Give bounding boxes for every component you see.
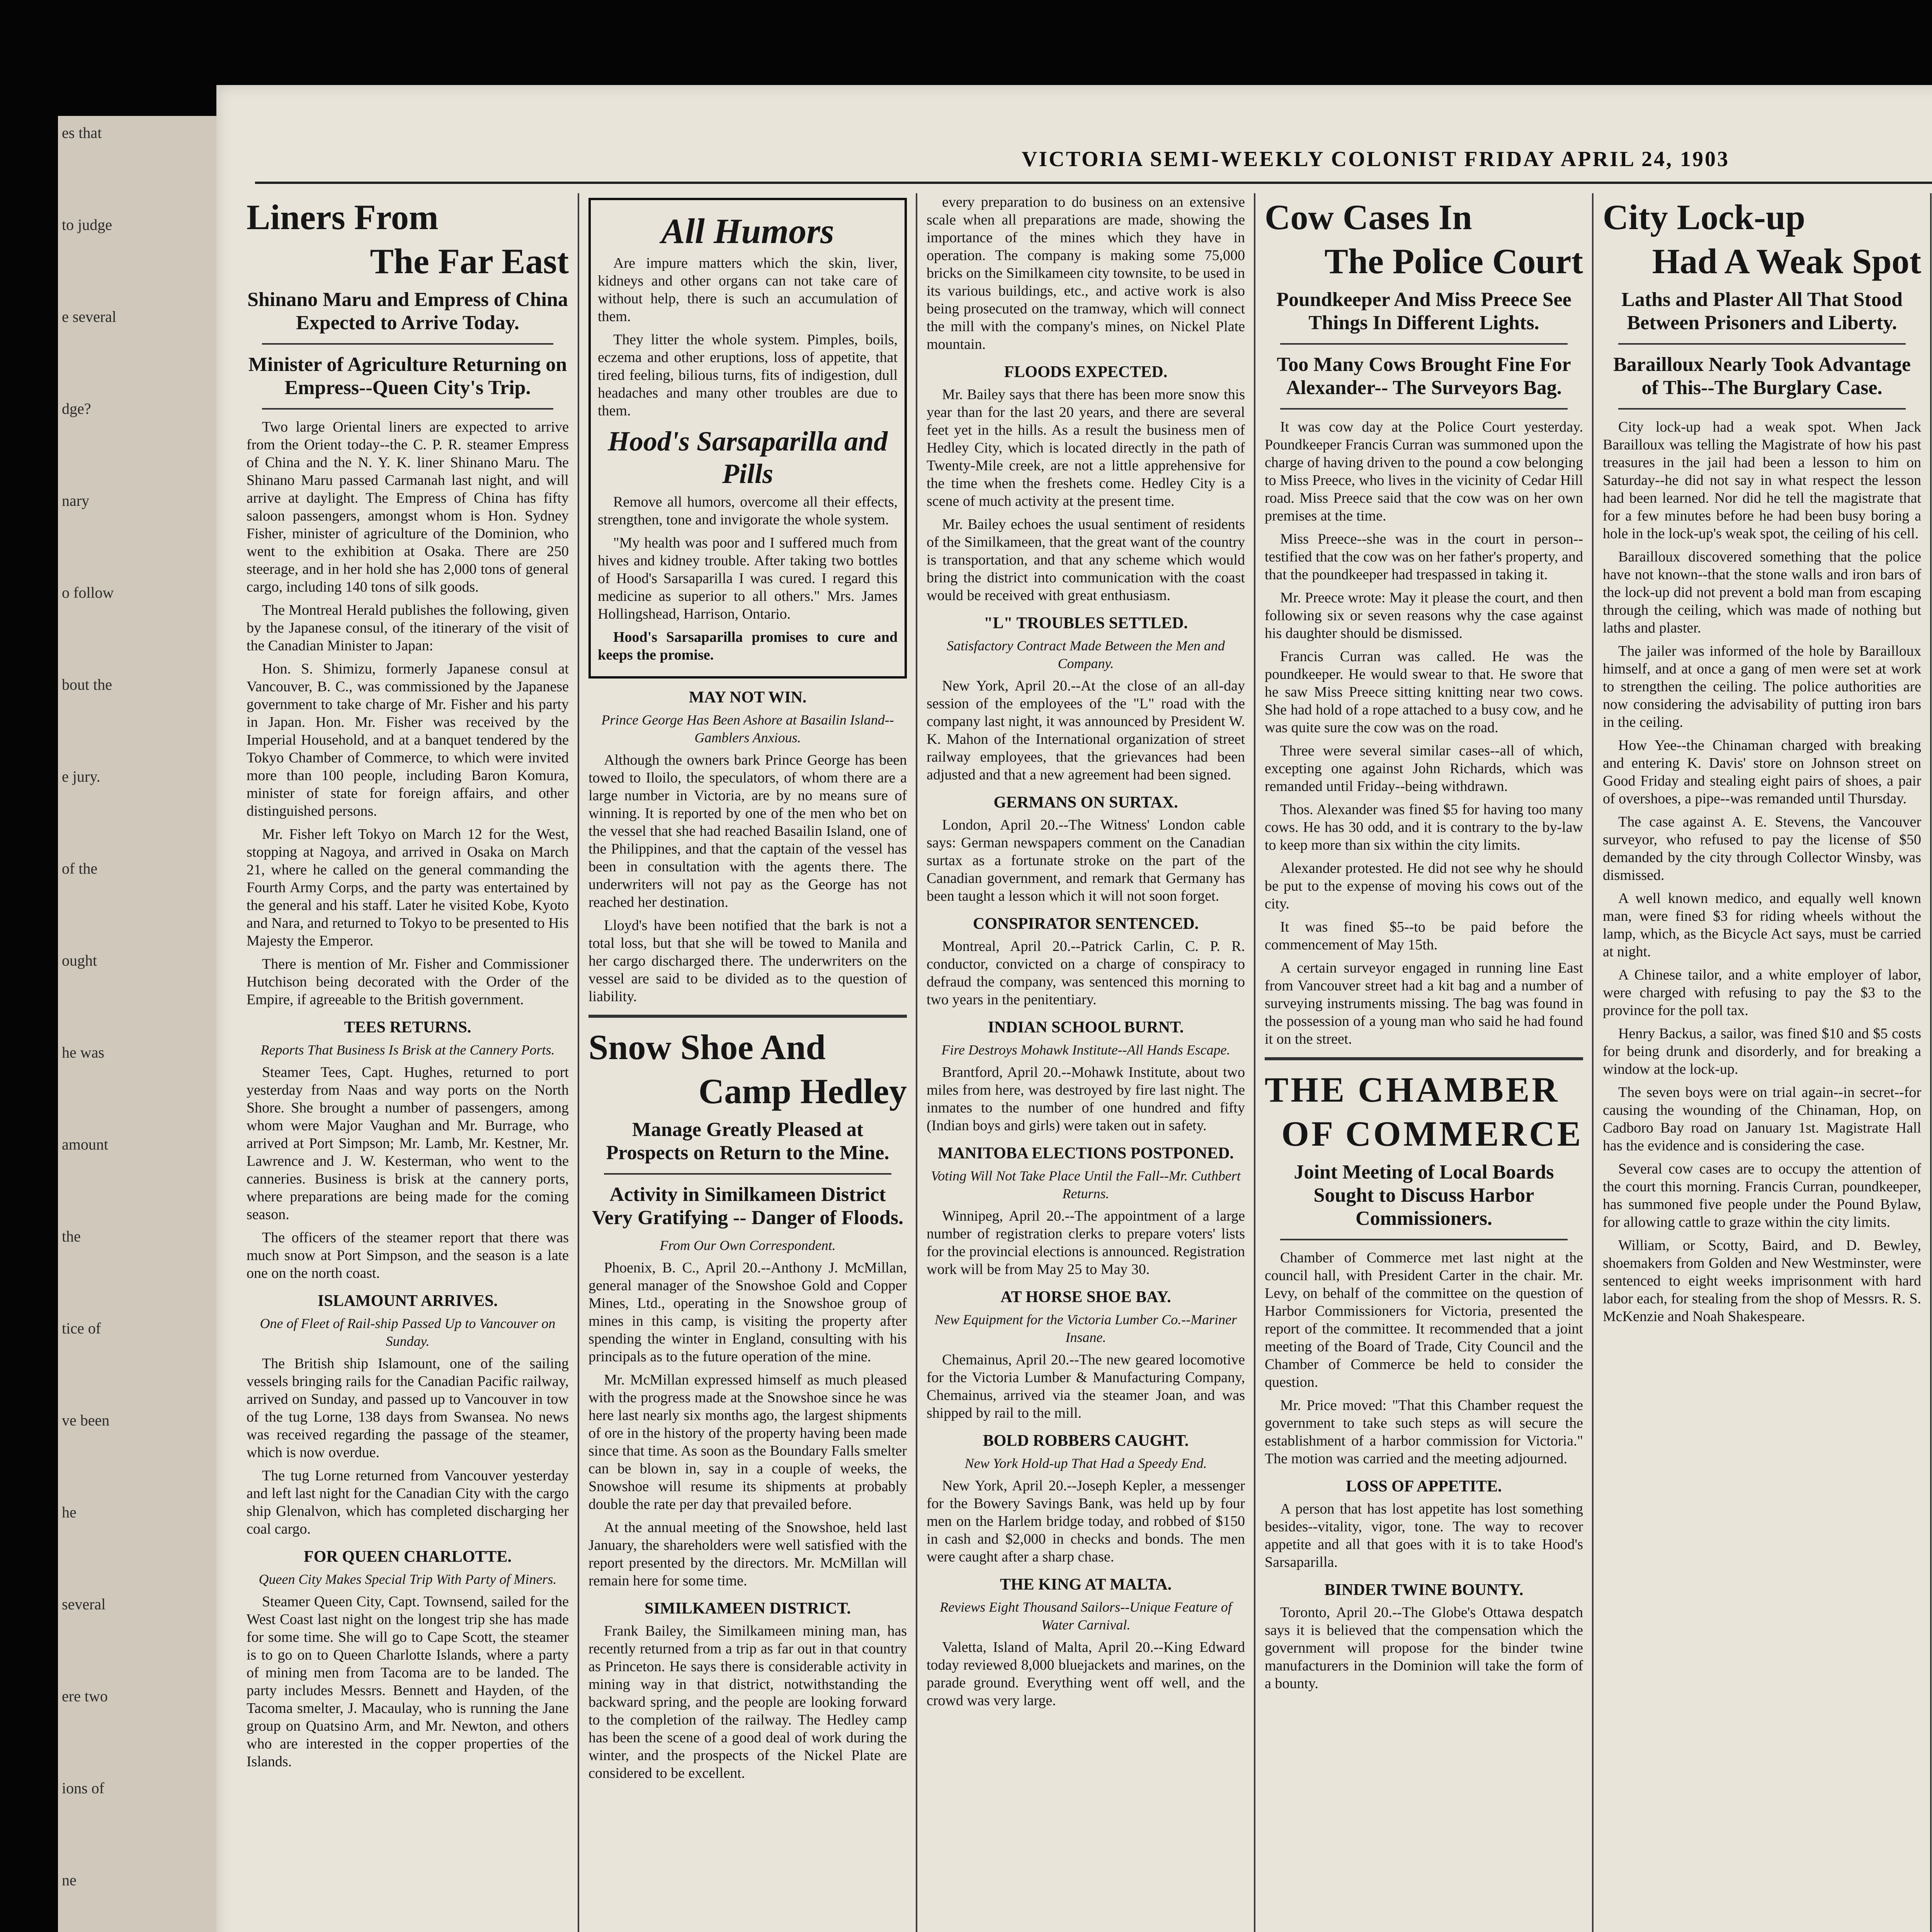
subhead-deck: Satisfactory Contract Made Between the Men and Company. [947,638,1225,671]
masthead-rule [255,182,1932,184]
subhead: AT HORSE SHOE BAY. [1000,1288,1171,1306]
subhead: FOR QUEEN CHARLOTTE. [304,1548,512,1566]
subhead: LOSS OF APPETITE. [1346,1478,1502,1495]
paragraph: The seven boys were on trial again--in secret--for causing the wounding of the Chinaman, Hop, on Cadboro Bay road on January 1st. Magistrate Hall has the evidence and is considering the case. [1603,1084,1921,1154]
paragraph: Three were several similar cases--all of which, excepting one against John Richards, which was remanded until Friday--being withdrawn. [1265,743,1583,794]
paragraph: A well known medico, and equally well known man, were fined $3 for riding wheels without the lamp, which, as the Bicycle Act says, must be carried at night. [1603,890,1921,960]
paragraph: Francis Curran was called. He was the poundkeeper. He would swear to that. He swore that he saw Miss Preece sitting knitting near two cows. She had hold of a rope attached to a busy cow, and he was quite sure the cow was on the road. [1265,648,1583,736]
headline: OF COMMERCE [1281,1114,1583,1153]
column-2 [582,193,914,1932]
adjacent-page-text: bout the [62,676,112,693]
headline: The Police Court [1324,242,1583,281]
paragraph: Steamer Tees, Capt. Hughes, returned to port yesterday from Naas and way ports on the North Shore. She brought a number of passengers, among whom were Major Vaughan and Mr. Burrage, who arrived at Port Simpson; Mr. Lamb, Mr. Kestner, Mr. Lawrence and J. W. Kesterman, who went to the canneries. Business is brisk at the cannery ports, where preparations are being made for the coming season. [247,1064,569,1223]
column-3 [920,193,1252,1932]
column-rule [916,193,917,1932]
paragraph: The British ship Islamount, one of the sailing vessels bringing rails for the Canadian Pacific railway, arrived on Sunday, and passed up to Vancouver in tow of the tug Lorne, 138 days from Swansea. No news was received regarding the passage of the steamer, which is now overdue. [247,1355,569,1461]
adjacent-page-text: e several [62,308,117,325]
paragraph: Mr. Fisher left Tokyo on March 12 for the West, stopping at Nagoya, and arrived in Osaka on March 21, where he called on the general commanding the Fourth Army Corps, and the party was entertained by the general and his staff. Later he visited Kobe, Kyoto and Nara, and returned to Tokyo to be presented to His Majesty the Emperor. [247,826,569,949]
subhead: INDIAN SCHOOL BURNT. [988,1019,1184,1036]
subhead: BOLD ROBBERS CAUGHT. [983,1432,1189,1450]
divider [588,1015,907,1018]
paragraph: New York, April 20.--At the close of an all-day session of the employees of the "L" road with the company last night, it was announced by President W. K. Mahon of the International organization of street railway employees, that the grievances had been adjusted and that a new agreement had been signed. [927,678,1245,783]
deck: Laths and Plaster All That Stood Between Prisoners and Liberty. [1621,289,1903,334]
headline: Camp Hedley [698,1071,907,1111]
ad-text: Remove all humors, overcome all their effects, strengthen, tone and invigorate the whole system. [598,494,898,528]
column-rule [1254,193,1255,1932]
subhead: SIMILKAMEEN DISTRICT. [645,1600,851,1617]
subhead-deck: Prince George Has Been Ashore at Basailin Island--Gamblers Anxious. [601,712,894,745]
deck: Poundkeeper And Miss Preece See Things In Different Lights. [1276,289,1571,334]
subhead-deck: Reports That Business Is Brisk at the Cannery Ports. [260,1042,555,1058]
headline: Cow Cases In [1265,197,1472,237]
divider [1618,343,1906,345]
subhead: MANITOBA ELECTIONS POSTPONED. [938,1145,1234,1162]
paragraph: Several cow cases are to occupy the attention of the court this morning. Francis Curran, poundkeeper, has summoned five people under the Pound Bylaw, for allowing cattle to graze within the city limits. [1603,1161,1921,1230]
paragraph: London, April 20.--The Witness' London cable says: German newspapers comment on the Canadian surtax as a fortunate stroke on the part of the Canadian government, and remark that Germany has been taught a lesson which it will not soon forget. [927,817,1245,904]
ad-text: They litter the whole system. Pimples, boils, eczema and other eruptions, loss of appetite, that tired feeling, bilious turns, fits of indigestion, dull headaches and many other troubles are due to them. [598,332,898,419]
paragraph: Although the owners bark Prince George has been towed to Iloilo, the speculators, of whom there are a large number in Victoria, are by no means sure of winning. It is reported by one of the men who bet on the vessel that she had reached Basailin Island, one of the Philippines, and that the captain of the vessel has been in consultation with the agents there. The underwriters will not pay as the George has not reached her destination. [588,752,907,910]
ad-text: "My health was poor and I suffered much from hives and kidney trouble. After taking two bottles of Hood's Sarsaparilla I was cured. I regard this medicine as superior to all others." Mrs. James Hollingshead, Harrison, Ontario. [598,535,898,622]
subhead-deck: Voting Will Not Take Place Until the Fall--Mr. Cuthbert Returns. [931,1168,1241,1201]
paragraph: A certain surveyor engaged in running line East from Vancouver street had a kit bag and a number of surveying instruments missing. The bag was found in the possession of a young man who said he had found it on the street. [1265,960,1583,1047]
ad-headline: Hood's Sarsaparilla and Pills [607,426,888,489]
adjacent-page-text: ne [62,1871,77,1889]
subhead-deck: Reviews Eight Thousand Sailors--Unique Feature of Water Carnival. [940,1599,1232,1633]
adjacent-page-text: the [62,1228,81,1245]
masthead: VICTORIA SEMI-WEEKLY COLONIST FRIDAY APRIL 24, 1903 [1021,147,1730,171]
divider [262,343,553,345]
divider [1280,1239,1568,1240]
paragraph: Mr. Preece wrote: May it please the court, and then following six or seven reasons why the case against his daughter should be dismissed. [1265,590,1583,641]
adjacent-page-text: several [62,1595,106,1613]
paragraph: A person that has lost appetite has lost something besides--vitality, vigor, tone. The way to recover appetite and all that goes with it is to take Hood's Sarsaparilla. [1265,1501,1583,1570]
headline: The Far East [370,242,569,281]
paragraph: Barailloux discovered something that the police have not known--that the stone walls and iron bars of the lock-up did not prevent a bold man from escaping through the ceiling, which was made of nothing but laths and plaster. [1603,549,1921,636]
deck: Minister of Agriculture Returning on Empress--Queen City's Trip. [248,354,567,399]
adjacent-page-text: ions of [62,1779,104,1797]
deck: Manage Greatly Pleased at Prospects on Return to the Mine. [606,1119,889,1164]
hoods-ad [588,198,907,679]
paragraph: Alexander protested. He did not see why he should be put to the expense of moving his cows out of the city. [1265,860,1583,912]
adjacent-page-text: ere two [62,1687,108,1705]
paragraph: every preparation to do business on an extensive scale when all preparations are made, showing the importance of the mines which they have in operation. The company is making some 75,000 bricks on the Similkameen city townsite, to be used in its various buildings, etc., and active work is also being prosecuted on the tramway, which will connect the mill with the company's mines, on Nickel Plate mountain. [927,194,1245,352]
paragraph: Hon. S. Shimizu, formerly Japanese consul at Vancouver, B. C., was commissioned by the Japanese government to take charge of Mr. Fisher and his party in Japan. Hon. Mr. Fisher was received by the Imperial Household, and at a banquet tendered by the Tokyo Chamber of Commerce, to which were invited more than 100 people, including Baron Komura, minister of state for foreign affairs, and other distinguished persons. [247,661,569,819]
adjacent-page-text: of the [62,860,98,877]
paragraph: Lloyd's have been notified that the bark is not a total loss, but that she will be towed to Manila and her cargo discharged there. The underwriters on the vessel are said to be divided as to the question of liability. [588,917,907,1005]
adjacent-page-text: ought [62,952,97,969]
deck: Shinano Maru and Empress of China Expected to Arrive Today. [247,289,568,334]
deck: Joint Meeting of Local Boards Sought to Discuss Harbor Commissioners. [1294,1161,1554,1230]
divider [1618,408,1906,410]
paragraph: Valetta, Island of Malta, April 20.--King Edward today reviewed 8,000 bluejackets and marines, on the parade ground. Everything went off well, and the crowd was very large. [927,1639,1245,1709]
subhead-deck: Queen City Makes Special Trip With Party of Miners. [259,1571,557,1587]
adjacent-page-text: he was [62,1044,104,1061]
subhead: CONSPIRATOR SENTENCED. [973,915,1199,933]
ad-text: Are impure matters which the skin, liver, kidneys and other organs can not take care of without help, there is such an accumulation of them. [598,255,898,325]
newspaper-page [216,85,1932,1932]
column-rule [578,193,579,1932]
subhead-deck: New York Hold-up That Had a Speedy End. [964,1456,1207,1471]
column-4 [1258,193,1590,1932]
subhead: BINDER TWINE BOUNTY. [1324,1581,1524,1599]
adjacent-page-text: e jury. [62,768,100,785]
paragraph: Chamber of Commerce met last night at the council hall, with President Carter in the chair. Mr. Levy, on behalf of the committee on the question of Harbor Commissioners for Victoria, presented the report of the committee. It recommended that a joint meeting of the Board of Trade, City Council and the Chamber of Commerce be held to consider the question. [1265,1250,1583,1390]
paragraph: It was cow day at the Police Court yesterday. Poundkeeper Francis Curran was summoned upon the charge of having driven to the pound a cow belonging to Miss Preece, who lives in the vicinity of Cedar Hill road. Miss Preece said that the cow was on her own premises at the time. [1265,419,1583,524]
paragraph: New York, April 20.--Joseph Kepler, a messenger for the Bowery Savings Bank, was held up by four men on the Harlem bridge today, and robbed of $150 in cash and $2,000 in checks and bonds. The men were caught after a sharp chase. [927,1478,1245,1565]
subhead: TEES RETURNS. [344,1019,471,1036]
subhead-deck: Fire Destroys Mohawk Institute--All Hands Escape. [941,1042,1230,1058]
paragraph: Miss Preece--she was in the court in person--testified that the cow was on her father's property, and that the poundkeeper had trespassed in taking it. [1265,531,1583,583]
subhead: GERMANS ON SURTAX. [993,794,1178,811]
adjacent-page-edge [58,116,224,1932]
paragraph: Mr. Price moved: "That this Chamber request the government to take such steps as will secure the establishment of a harbor commission for Victoria." The motion was carried and the meeting adjourned. [1265,1397,1583,1467]
headline: City Lock-up [1603,197,1805,237]
subhead: MAY NOT WIN. [689,689,807,706]
paragraph: Frank Bailey, the Similkameen mining man, has recently returned from a trip as far out in that country as Princeton. He says there is considerable activity in mining way in that district, notwithstanding the backward spring, and the people are looking forward to the completion of the railway. The Hedley camp has been the scene of a good deal of work during the winter, and the prospects of the Nickel Plate are considered to be excellent. [588,1623,907,1781]
paragraph: A Chinese tailor, and a white employer of labor, were charged with refusing to pay the $3 to the province for the poll tax. [1603,967,1921,1019]
subhead: ISLAMOUNT ARRIVES. [318,1292,498,1310]
divider [1280,343,1568,345]
adjacent-page-text: to judge [62,216,112,233]
adjacent-page-text: o follow [62,584,114,601]
paragraph: Henry Backus, a sailor, was fined $10 and $5 costs for being drunk and disorderly, and for breaking a window at the lock-up. [1603,1026,1921,1077]
paragraph: There is mention of Mr. Fisher and Commissioner Hutchison being decorated with the Order of the Empire, if agreeable to the British government. [247,956,569,1008]
paragraph: The officers of the steamer report that there was much snow at Port Simpson, and the season is a late one on the north coast. [247,1230,569,1281]
headline: Liners From [247,197,439,237]
paragraph: Mr. Bailey says that there has been more snow this year than for the last 20 years, and there are several feet yet in the hills. As a result the business men of Hedley City, which is located directly in the path of Twenty-Mile creek, are not a little apprehensive for the time when the freshets come. Hedley City is a scene of much activity at the present time. [927,386,1245,509]
paragraph: At the annual meeting of the Snowshoe, held last January, the shareholders were well satisfied with the report presented by the directors. Mr. McMillan will remain here for some time. [588,1519,907,1589]
deck: Activity in Similkameen District Very Gratifying -- Danger of Floods. [592,1184,903,1229]
subhead: THE KING AT MALTA. [1000,1576,1172,1594]
paragraph: Phoenix, B. C., April 20.--Anthony J. McMillan, general manager of the Snowshoe Gold and Copper Mines, Ltd., operating in the Snowshoe group of mines in this camp, is visiting the property after spending the winter in England, consulting with his principals as to the future operation of the mine. [588,1260,907,1365]
adjacent-page-text: amount [62,1136,108,1153]
paragraph: Toronto, April 20.--The Globe's Ottawa despatch says it is believed that the compensation which the government will propose for the binder twine manufacturers in the Dominion will take the form of a bounty. [1265,1604,1583,1692]
paragraph: City lock-up had a weak spot. When Jack Barailloux was telling the Magistrate of how his past treasures in the jail had been a lesson to him on Saturday--he did not say in what respect the lesson had been learned. Nor did he tell the magistrate that for a few minutes before he had been busy boring a hole in the lock-up's weak spot, the ceiling of his cell. [1603,419,1921,542]
headline: THE CHAMBER [1265,1070,1560,1109]
paragraph: Thos. Alexander was fined $5 for having too many cows. He has 30 odd, and it is contrary to the by-law to keep more than six within the city limits. [1265,801,1583,853]
deck: Barailloux Nearly Took Advantage of This--The Burglary Case. [1613,354,1911,399]
column-rule [1592,193,1594,1932]
divider [1280,408,1568,410]
adjacent-page-text: dge? [62,400,91,417]
subhead-deck: New Equipment for the Victoria Lumber Co.--Mariner Insane. [934,1312,1237,1345]
paragraph: The Montreal Herald publishes the following, given by the Japanese consul, of the itinerary of the visit of the Canadian Minister to Japan: [247,602,569,654]
paragraph: How Yee--the Chinaman charged with breaking and entering K. Davis' store on Johnson street on Good Friday and stealing eight pairs of shoes, a pair of overshoes, a pipe--was remanded until Thursday. [1603,737,1921,807]
ad-text: Hood's Sarsaparilla promises to cure and keeps the promise. [598,629,898,663]
adjacent-page-text: es that [62,124,102,141]
headline: Had A Weak Spot [1652,242,1921,281]
column-1 [240,193,576,1932]
adjacent-page-text: ve been [62,1412,110,1429]
paragraph: The jailer was informed of the hole by Barailloux himself, and at once a gang of men were set at work to strengthen the ceiling. The police authorities are now considering the advisability of putting iron bars in the ceiling. [1603,643,1921,730]
paragraph: Chemainus, April 20.--The new geared locomotive for the Victoria Lumber & Manufacturing Company, Chemainus, arrived via the steamer Joan, and was shipped by rail to the mill. [927,1352,1245,1421]
paragraph: Mr. McMillan expressed himself as much pleased with the progress made at the Snowshoe since he was here last nearly six months ago, the largest shipments of ore in the history of the property having been made since that time. As soon as the Boundary Falls smelter can be blown in, say in a couple of weeks, the Snowshoe will resume its shipments at probably double the rate per day that prevailed before. [588,1372,907,1512]
ad-headline: All Humors [661,211,834,251]
paragraph: The tug Lorne returned from Vancouver yesterday and left last night for the Canadian City with the cargo ship Glenalvon, which has completed discharging her coal cargo. [247,1468,569,1537]
adjacent-page-text: nary [62,492,90,509]
subhead: FLOODS EXPECTED. [1004,363,1168,381]
divider [1265,1057,1583,1060]
column-rule [1930,193,1932,1932]
paragraph: Brantford, April 20.--Mohawk Institute, about two miles from here, was destroyed by fire last night. The inmates to the number of one hundred and fifty (Indian boys and girls) were taken out in safety. [927,1064,1245,1134]
deck: Too Many Cows Brought Fine For Alexander-- The Surveyors Bag. [1277,354,1571,399]
byline: From Our Own Correspondent. [660,1238,836,1253]
subhead-deck: One of Fleet of Rail-ship Passed Up to Vancouver on Sunday. [260,1316,556,1349]
headline: Snow Shoe And [588,1027,826,1067]
paragraph: Winnipeg, April 20.--The appointment of a large number of registration clerks to prepare voters' lists for the provincial elections is announced. Registration work will be from May 25 to May 30. [927,1208,1245,1277]
subhead: "L" TROUBLES SETTLED. [984,614,1188,632]
paragraph: Two large Oriental liners are expected to arrive from the Orient today--the C. P. R. steamer Empress of China and the N. Y. K. liner Shinano Maru. The Shinano Maru passed Carmanah last night, and will arrive at daylight. The Empress of China has fifty saloon passengers, amongst whom is Hon. Sydney Fisher, minister of agriculture of the Dominion, who went to the exhibition at Osaka. There are 250 steerage, and in her hold she has 2,000 tons of general cargo, including 140 tons of silk goods. [247,419,569,595]
paragraph: Montreal, April 20.--Patrick Carlin, C. P. R. conductor, convicted on a charge of conspiracy to defraud the company, was sentenced this morning to two years in the penitentiary. [927,938,1245,1008]
paragraph: Steamer Queen City, Capt. Townsend, sailed for the West Coast last night on the longest trip she has made for some time. She will go to Cape Scott, the steamer is to go on to Queen Charlotte Islands, where a party of mining men from Tacoma are to be landed. The party includes Messrs. Bennett and Hayden, of the Tacoma smelter, J. Macaulay, who is running the Jane group on Quatsino Arm, and Mr. Newton, and others who are interested in the copper properties of the Islands. [247,1594,569,1770]
paragraph: It was fined $5--to be paid before the commencement of May 15th. [1265,919,1583,953]
adjacent-page-text: he [62,1503,77,1521]
paragraph: William, or Scotty, Baird, and D. Bewley, shoemakers from Golden and New Westminster, were sentenced to eight weeks imprisonment with hard labor each, for stealing from the shop of Messrs. R. S. McKenzie and Noah Shakespeare. [1603,1237,1921,1325]
divider [262,408,553,410]
adjacent-page-text: tice of [62,1320,101,1337]
paragraph: The case against A. E. Stevens, the Vancouver surveyor, who refused to pay the license of $50 demanded by the city through Collector Winsby, was dismissed. [1603,814,1921,883]
divider [604,1173,891,1175]
column-5 [1596,193,1928,1932]
paragraph: Mr. Bailey echoes the usual sentiment of residents of the Similkameen, that the great want of the country is transportation, and that any scheme which would bring the district into communication with the coast would be received with great enthusiasm. [927,516,1245,604]
